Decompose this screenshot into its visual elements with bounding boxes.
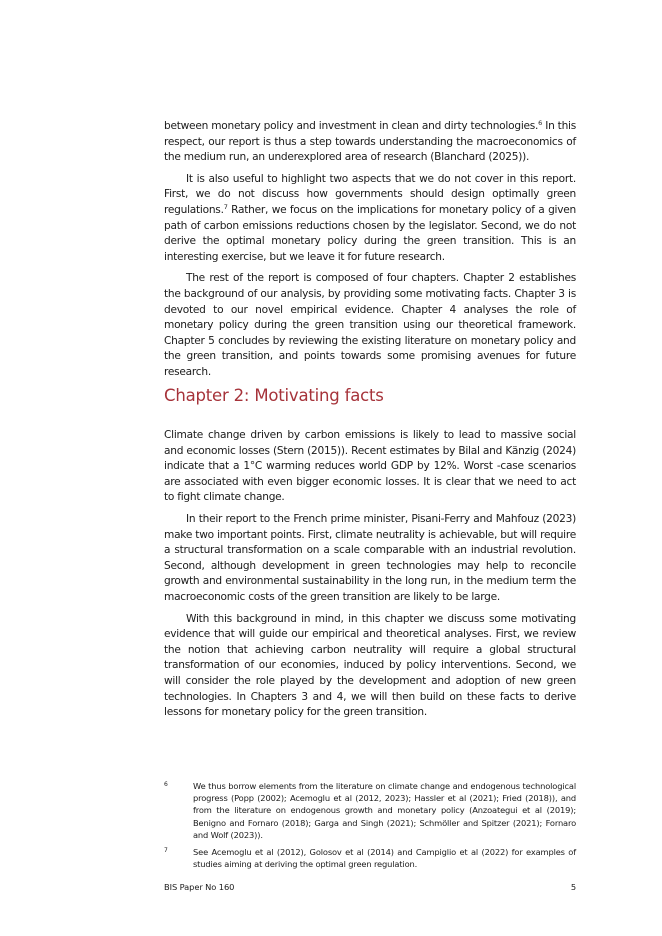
footnote-number: 7: [164, 847, 168, 855]
paragraph-3: The rest of the report is composed of four chapters. Chapter 2 establishes the background of our analysis, by providing some motivating facts. Chapter 3 is devoted to our novel empirical evidence. Chapter 4 analyses the role of monetary policy during the green transition using our theoretical framework. Chapter 5 concludes by reviewing the existing literature on monetary policy and the green transition, and points towards some promising avenues for future research.: [164, 272, 576, 378]
paragraph-1: between monetary policy and investment in clean and dirty technologies.$^6$ In this respect, our report is thus a step towards understanding the macroeconomics of the medium run, an underexplored area of research (Blanchard (2025)).: [164, 119, 576, 164]
chapter-paragraph-1: Climate change driven by carbon emissions is likely to lead to massive social and economic losses (Stern (2015)). Recent estimates by Bilal and Känzig (2024) indicate that a 1°C warming reduces world GDP by 12%. Worst -case scenarios are associated with even bigger economic losses. It is clear that we need to act to fight climate change.: [164, 429, 576, 504]
footnote-7: [164, 846, 576, 870]
footnote-ref-7[interactable]: 7: [223, 202, 228, 211]
paragraph-2: It is also useful to highlight two aspects that we do not cover in this report. First, we do not discuss how governments should design optimally green regulations.$^7$ Rather, we focus on the implications for monetary policy of a given path of carbon emissions reductions chosen by the legislator. Second, we do not derive the optimal monetary policy during the green transition. This is an interesting exercise, but we leave it for future research.: [164, 172, 576, 263]
chapter-section: [164, 428, 576, 727]
footnote-text: We thus borrow elements from the literature on climate change and endogenous technological progress (Popp (2002); Acemoglu et al (2012, 2023); Hassler et al (2021); Fried (2018)), and from the literature on endogenous growth and monetary policy (Anzoategui et al (2019); Benigno and Fornaro (2018); Garga and Singh (2021); Schmöller and Spitzer (2021); Fornaro and Wolf (2023)).: [193, 781, 576, 840]
chapter-paragraph-2: In their report to the French prime minister, Pisani-Ferry and Mahfouz (2023) make two important points. First, climate neutrality is achievable, but will require a structural transformation on a scale comparable with an industrial revolution. Second, although development in green technologies may help to reconcile growth and environmental sustainability in the long run, in the medium term the macroeconomic costs of the green transition are likely to be large.: [164, 512, 576, 603]
footnote-ref-6[interactable]: 6: [538, 119, 543, 127]
footnotes: [164, 780, 576, 875]
page-number: 5: [570, 882, 576, 892]
footnote-6: [164, 780, 576, 841]
chapter-heading: Chapter 2: Motivating facts: [164, 386, 384, 405]
footnote-text: See Acemoglu et al (2012), Golosov et al (2014) and Campiglio et al (2022) for examples of studies aiming at deriving the optimal green regulation.: [193, 847, 576, 870]
intro-section: [164, 119, 576, 387]
footer-publication: BIS Paper No 160: [164, 882, 235, 892]
footnote-number: 6: [164, 781, 168, 788]
page-footer: [164, 882, 576, 892]
chapter-paragraph-3: With this background in mind, in this chapter we discuss some motivating evidence that will guide our empirical and theoretical analyses. First, we review the notion that achieving carbon neutrality will require a global structural transformation of our economies, induced by policy interventions. Second, we will consider the role played by the development and adoption of new green technologies. In Chapters 3 and 4, we will then build on these facts to derive lessons for monetary policy for the green transition.: [164, 612, 576, 719]
